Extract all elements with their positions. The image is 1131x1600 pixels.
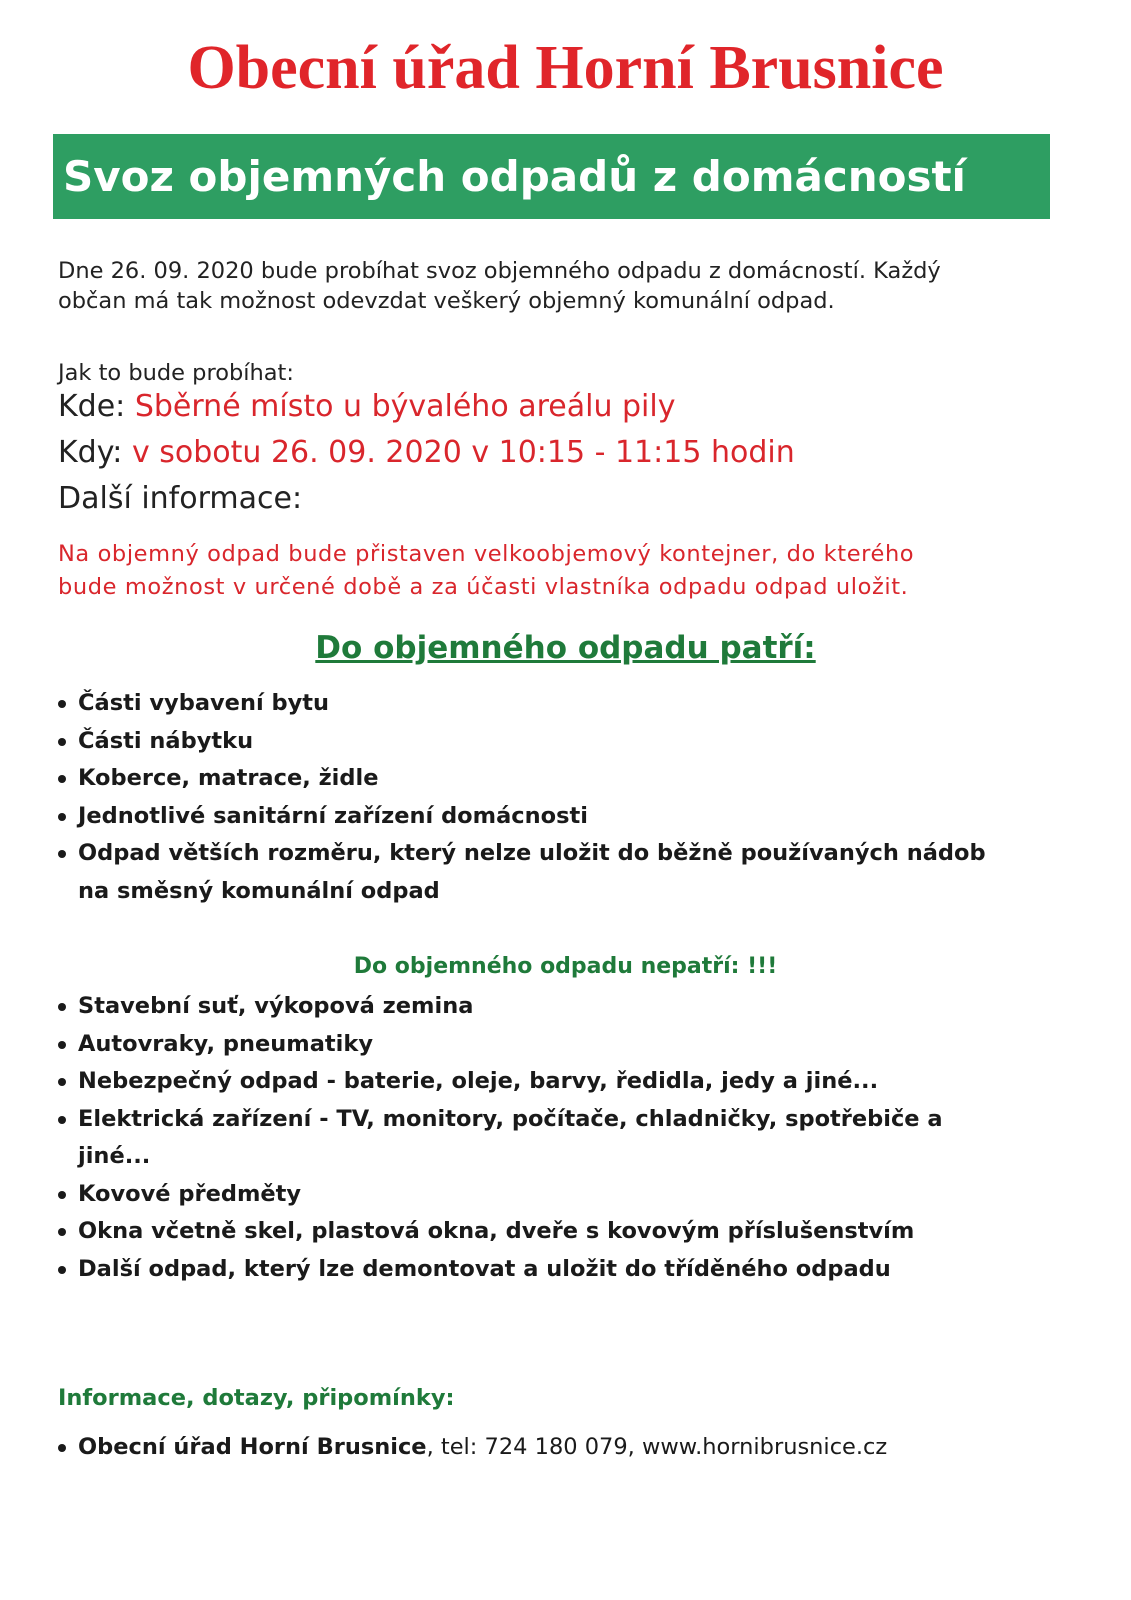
howto-label: Jak to bude probíhat:	[58, 360, 294, 386]
list-item-text: Části nábytku	[78, 727, 254, 754]
intro-paragraph	[58, 256, 1068, 316]
where-label: Kde:	[58, 389, 126, 424]
list-item	[58, 1176, 1088, 1214]
list-item	[58, 798, 1088, 836]
list-item-text: Koberce, matrace, židle	[78, 765, 379, 791]
intro-line: občan má tak možnost odevzdat veškerý objemný komunální odpad.	[58, 288, 835, 314]
when-value: v sobotu 26. 09. 2020 v 10:15 - 11:15 hodin	[131, 435, 795, 470]
contact-line	[58, 1432, 887, 1462]
list-item-text: Odpad větších rozměru, který nelze uložit do běžně používaných nádob	[78, 840, 986, 866]
heading-banner	[53, 134, 1050, 219]
intro-line: Dne 26. 09. 2020 bude probíhat svoz objemného odpadu z domácností. Každý	[58, 258, 941, 284]
list-item-text: Nebezpečný odpad - baterie, oleje, barvy, ředidla, jedy a jiné...	[78, 1068, 879, 1094]
list-item	[58, 1063, 1088, 1101]
list-item	[58, 685, 1088, 723]
contact-name: Obecní úřad Horní Brusnice	[78, 1434, 427, 1460]
list-item-continuation	[58, 873, 1088, 911]
more-info-line: Na objemný odpad bude přistaven velkoobjemový kontejner, do kterého	[58, 541, 915, 567]
page-title: Obecní úřad Horní Brusnice	[187, 34, 944, 102]
list-item-text: Autovraky, pneumatiky	[78, 1030, 373, 1057]
more-info-paragraph	[58, 538, 1088, 604]
bullet-icon	[58, 850, 66, 858]
list-item	[58, 723, 1088, 761]
bullet-icon	[58, 738, 66, 746]
bullet-icon	[58, 1116, 66, 1124]
list-item-text: Další odpad, který lze demontovat a uložit do tříděného odpadu	[78, 1255, 891, 1282]
bullet-icon	[58, 1041, 66, 1049]
list-item	[58, 1251, 1088, 1289]
list-item	[58, 988, 1088, 1026]
list-item-continuation	[58, 1138, 1088, 1176]
list-item	[58, 760, 1088, 798]
list-item-text: Jednotlivé sanitární zařízení domácnosti	[78, 802, 588, 829]
list-item-text: Části vybavení bytu	[78, 690, 330, 716]
bullet-icon	[58, 775, 66, 783]
list-item-text: jiné...	[78, 1143, 151, 1169]
not-belongs-heading: Do objemného odpadu nepatří: !!!	[353, 954, 778, 979]
bullet-icon	[58, 1266, 66, 1274]
list-item	[58, 1026, 1088, 1064]
more-info-label-text: Další informace:	[58, 481, 303, 516]
bullet-icon	[58, 1003, 66, 1011]
list-item	[58, 835, 1088, 873]
bullet-icon	[58, 700, 66, 708]
list-item-text: Okna včetně skel, plastová okna, dveře s kovovým příslušenstvím	[78, 1218, 915, 1244]
when-label: Kdy:	[58, 435, 123, 470]
bullet-icon	[58, 1078, 66, 1086]
list-item	[58, 1101, 1088, 1139]
bullet-icon	[58, 1444, 66, 1452]
where-line	[58, 387, 675, 427]
list-item-text: Stavební suť, výkopová zemina	[78, 993, 474, 1019]
bullet-icon	[58, 1191, 66, 1199]
banner-title: Svoz objemných odpadů z domácností	[63, 152, 966, 201]
list-item-text: Elektrická zařízení - TV, monitory, počítače, chladničky, spotřebiče a	[78, 1105, 943, 1132]
belongs-heading: Do objemného odpadu patří:	[315, 630, 816, 666]
when-line	[58, 433, 795, 473]
list-item	[58, 1213, 1088, 1251]
list-item-text: Kovové předměty	[78, 1180, 302, 1207]
more-info-label	[58, 479, 302, 519]
belongs-list	[58, 685, 1088, 910]
contact-details: , tel: 724 180 079, www.hornibrusnice.cz	[426, 1434, 888, 1460]
not-belongs-list	[58, 988, 1088, 1288]
bullet-icon	[58, 1228, 66, 1236]
more-info-line: bude možnost v určené době a za účasti vlastníka odpadu odpad uložit.	[58, 574, 909, 600]
bullet-icon	[58, 813, 66, 821]
contact-heading: Informace, dotazy, připomínky:	[58, 1385, 455, 1411]
where-value: Sběrné místo u bývalého areálu pily	[134, 389, 676, 424]
list-item-text: na směsný komunální odpad	[78, 877, 440, 904]
